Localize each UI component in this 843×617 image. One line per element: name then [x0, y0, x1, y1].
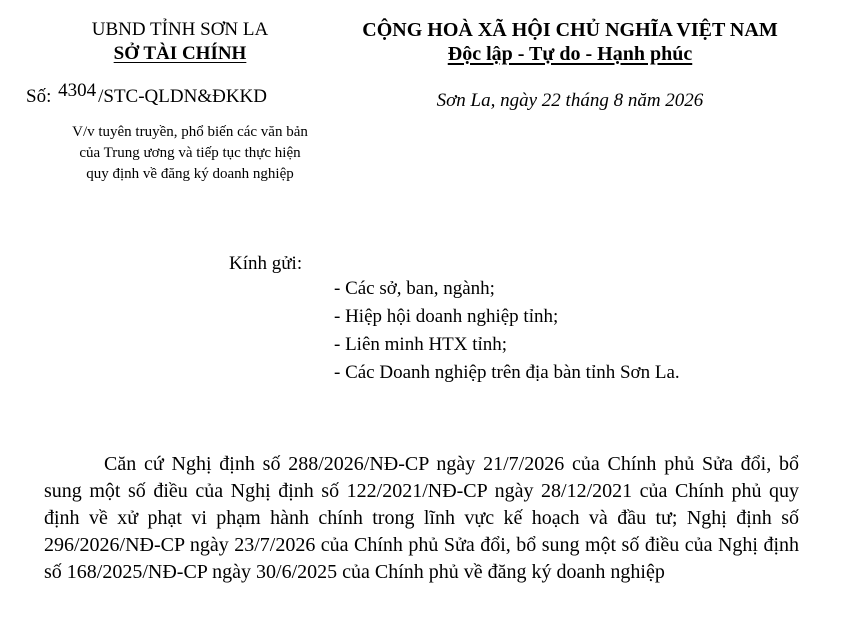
- subject-line: V/v tuyên truyền, phổ biến các văn bản: [72, 124, 308, 140]
- document-number-prefix: Số:: [26, 86, 52, 107]
- national-motto: Độc lập - Tự do - Hạnh phúc: [447, 43, 693, 65]
- document-subject: [34, 122, 346, 185]
- national-title: CỘNG HOÀ XÃ HỘI CHỦ NGHĨA VIỆT NAM: [362, 19, 778, 41]
- document-number: [26, 80, 267, 108]
- place-and-date: Sơn La, ngày 22 tháng 8 năm 2026: [436, 90, 704, 111]
- parent-agency: UBND TỈNH SƠN LA: [91, 19, 269, 40]
- body-paragraph: Căn cứ Nghị định số 288/2026/NĐ-CP ngày 21/7/2026 của Chính phủ Sửa đổi, bổ sung một số điều của Nghị định số 122/2021/NĐ-CP ngày 28/12/2021 của Chính phủ quy định về xử phạt vi phạm hành chính trong lĩnh vực kế hoạch và đầu tư; Nghị định số 296/2026/NĐ-CP ngày 23/7/2026 của Chính phủ Sửa đổi, bổ sung một số điều của Nghị định số 168/2025/NĐ-CP ngày 30/6/2025 của Chính phủ về đăng ký doanh nghiệp: [44, 453, 799, 583]
- subject-line: của Trung ương và tiếp tục thực hiện: [79, 145, 301, 161]
- issuing-agency-block: [40, 18, 320, 66]
- recipient-item: - Các sở, ban, ngành;: [334, 278, 495, 299]
- recipients-list: [334, 275, 680, 387]
- national-title-block: [320, 18, 820, 66]
- document-number-code: /STC-QLDN&ĐKKD: [98, 86, 267, 107]
- agency-name: SỞ TÀI CHÍNH: [113, 43, 247, 64]
- recipients-label: Kính gửi:: [229, 253, 303, 274]
- recipient-item: - Liên minh HTX tỉnh;: [334, 334, 508, 355]
- subject-line: quy định về đăng ký doanh nghiệp: [86, 166, 294, 182]
- document-number-value: 4304: [58, 80, 97, 101]
- recipient-item: - Các Doanh nghiệp trên địa bàn tỉnh Sơn La.: [334, 362, 680, 383]
- recipient-item: - Hiệp hội doanh nghiệp tỉnh;: [334, 306, 559, 327]
